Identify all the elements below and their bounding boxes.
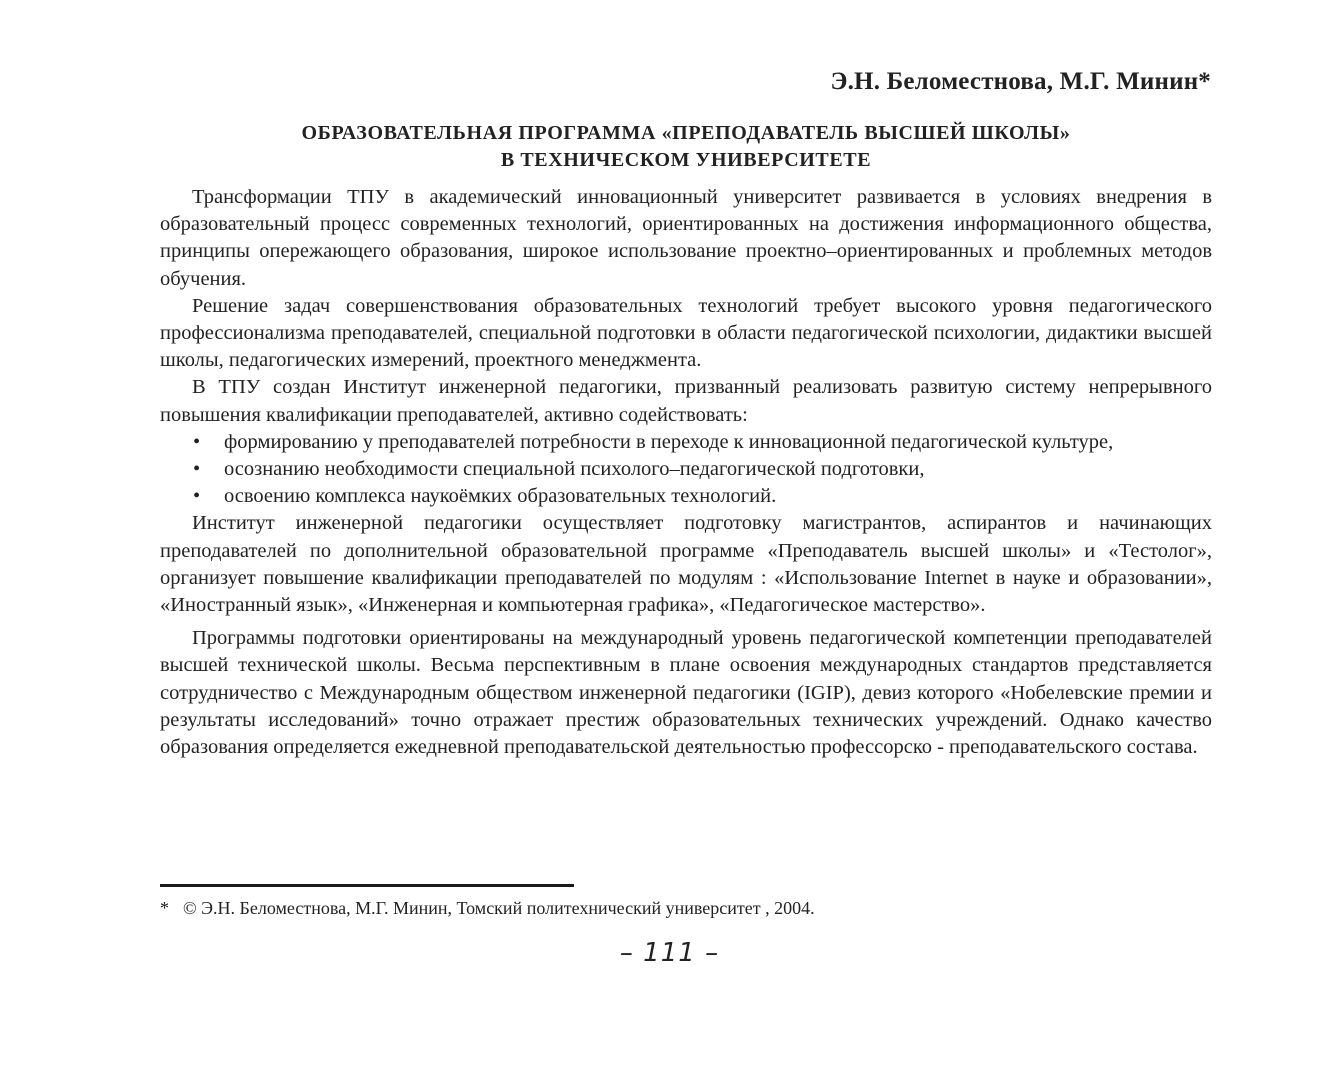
bullet-icon: • [193,458,201,481]
list-item [193,456,1212,483]
list-item-text: осознанию необходимости специальной психолого–педагогической подготовки, [224,458,925,481]
article-body [160,184,1212,761]
paragraph-1: Трансформации ТПУ в академический инновационный университет развивается в условиях внедрения в образовательный процесс современных технологий, ориентированных на достижения информационного общества, принципы опережающего образования, широкое использование проектно–ориентированных и проблемных методов обучения. [160,186,1212,290]
authors-line: Э.Н. Беломестнова, М.Г. Минин* [830,68,1211,95]
footnote-marker: * [160,898,169,918]
list-item-text: формированию у преподавателей потребности в переходе к инновационной педагогической культуре, [224,430,1114,453]
list-item [193,429,1212,456]
footnote [160,896,815,920]
paragraph-5: Программы подготовки ориентированы на международный уровень педагогической компетенции преподавателей высшей технической школы. Весьма перспективным в плане освоения международных стандартов представляется сотрудничество с Международным обществом инженерной педагогики (IGIP), девиз которого «Нобелевские премии и результаты исследований» точно отражает престиж образовательных технических учреждений. Однако качество образования определяется ежедневной преподавательской деятельностью профессорско - преподавательского состава. [160,627,1212,759]
page-number: – 111 – [619,938,720,968]
footnote-text: © Э.Н. Беломестнова, М.Г. Минин, Томский политехнический университет , 2004. [183,898,815,918]
bullet-icon: • [193,485,201,508]
article-title [160,120,1212,174]
paragraph-2: Решение задач совершенствования образовательных технологий требует высокого уровня педагогического профессионализма преподавателей, специальной подготовки в области педагогической психологии, дидактики высшей школы, педагогических измерений, проектного менеджмента. [160,294,1212,372]
bullet-list [160,429,1212,511]
title-line-1: ОБРАЗОВАТЕЛЬНАЯ ПРОГРАММА «ПРЕПОДАВАТЕЛЬ ВЫСШЕЙ ШКОЛЫ» [301,122,1071,144]
paragraph-3: В ТПУ создан Институт инженерной педагогики, призванный реализовать развитую систему непрерывного повышения квалификации преподавателей, активно содействовать: [160,376,1212,426]
bullet-icon: • [193,430,201,453]
list-item [193,483,1212,510]
list-item-text: освоению комплекса наукоёмких образовательных технологий. [224,485,777,508]
title-line-2: В ТЕХНИЧЕСКОМ УНИВЕРСИТЕТЕ [500,149,872,171]
paragraph-4: Институт инженерной педагогики осуществляет подготовку магистрантов, аспирантов и начинающих преподавателей по дополнительной образовательной программе «Преподаватель высшей школы» и «Тестолог», организует повышение квалификации преподавателей по модулям : «Использование Internet в науке и образовании», «Иностранный язык», «Инженерная и компьютерная графика», «Педагогическое мастерство». [160,512,1212,617]
footnote-divider [160,884,574,887]
